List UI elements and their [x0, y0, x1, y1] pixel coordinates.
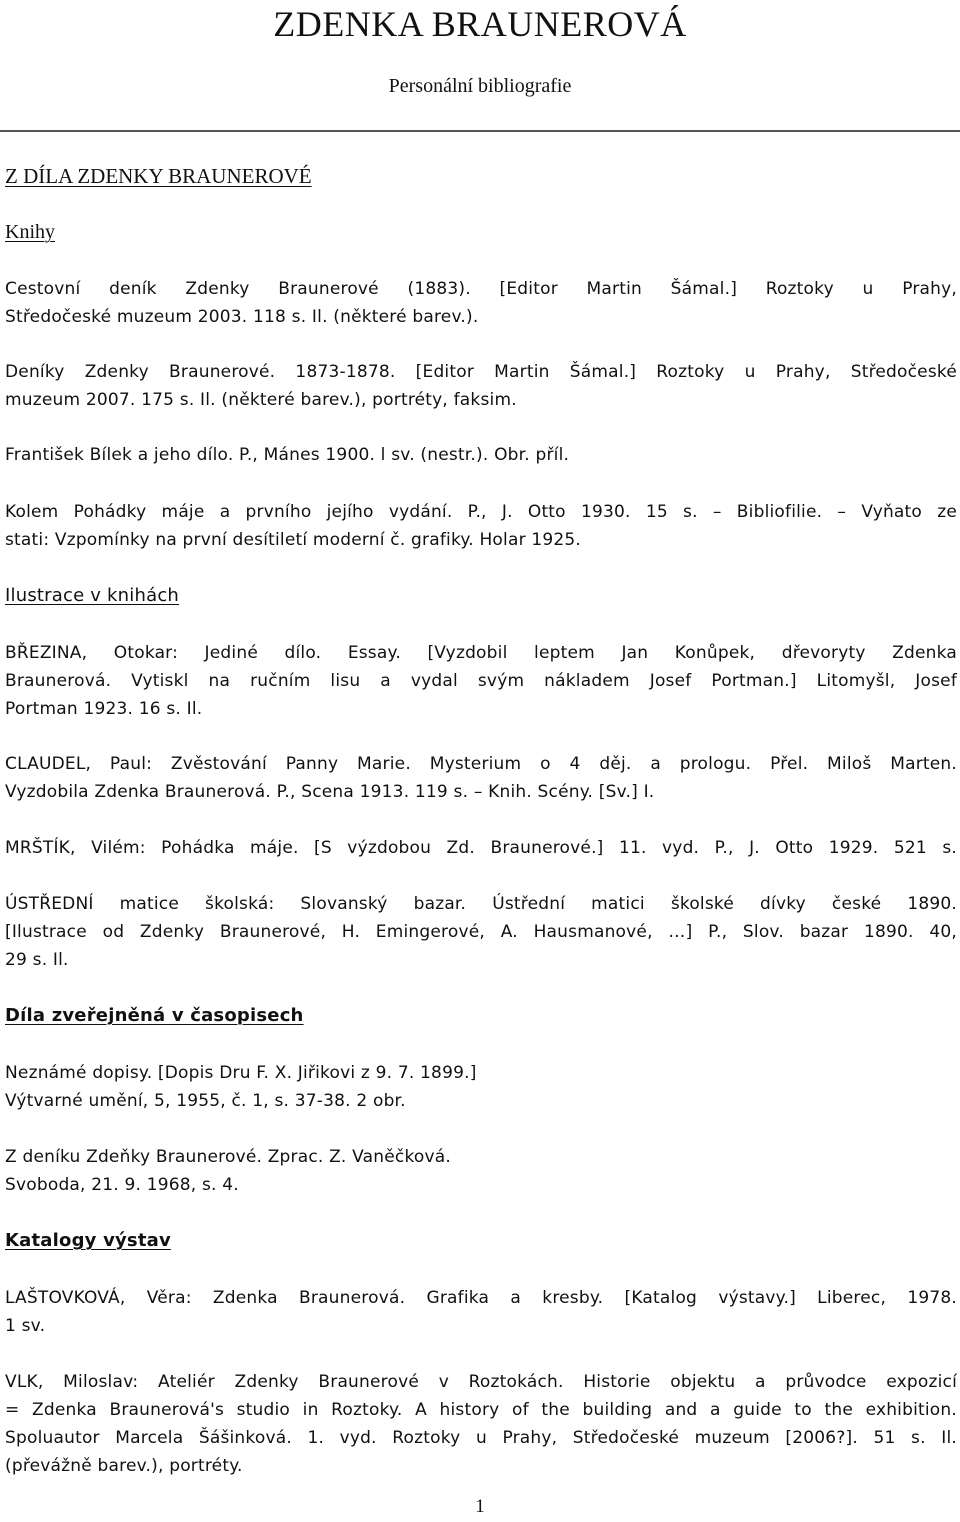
book-entry-3-line-1: František Bílek a jeho dílo. P., Mánes 1900. l sv. (nestr.). Obr. příl.: [5, 445, 570, 465]
periodical-entry-2-line-2: Svoboda, 21. 9. 1968, s. 4.: [5, 1175, 239, 1195]
page-number: 1: [475, 1496, 485, 1517]
illustration-entry-2-line-2: Vyzdobila Zdenka Braunerová. P., Scena 1913. 119 s. – Knih. Scény. [Sv.] I.: [5, 782, 655, 802]
book-entry-4-line-2: stati: Vzpomínky na první desítiletí moderní č. grafiky. Holar 1925.: [5, 530, 582, 550]
book-entry-1-line-2: Středočeské muzeum 2003. 118 s. Il. (některé barev.).: [5, 307, 479, 327]
catalog-entry-2-line-4: (převážně barev.), portréty.: [5, 1456, 243, 1476]
catalog-entry-2-line-2: = Zdenka Braunerová's studio in Roztoky. A history of the building and a guide to the exhibition.: [5, 1400, 957, 1420]
document-title: ZDENKA BRAUNEROVÁ: [273, 4, 687, 44]
illustration-entry-4-line-3: 29 s. Il.: [5, 950, 69, 970]
illustration-entry-1-line-3: Portman 1923. 16 s. Il.: [5, 699, 203, 719]
book-entry-4-line-1: Kolem Pohádky máje a prvního jejího vydání. P., J. Otto 1930. 15 s. – Bibliofilie. – Vyňato ze: [5, 502, 957, 522]
catalog-entry-1-line-1: LAŠTOVKOVÁ, Věra: Zdenka Braunerová. Grafika a kresby. [Katalog výstavy.] Liberec, 1978.: [5, 1288, 957, 1308]
catalog-entry-2-line-3: Spoluautor Marcela Šášinková. 1. vyd. Roztoky u Prahy, Středočeské muzeum [2006?]. 51 s. Il.: [5, 1428, 957, 1448]
books-heading: Knihy: [5, 221, 55, 243]
illustration-entry-1-line-1: BŘEZINA, Otokar: Jediné dílo. Essay. [Vyzdobil leptem Jan Konůpek, dřevoryty Zdenka: [5, 643, 957, 663]
periodical-entry-2-line-1: Z deníku Zdeňky Braunerové. Zprac. Z. Vaněčková.: [5, 1147, 451, 1167]
illustration-entry-4-line-1: ÚSTŘEDNÍ matice školská: Slovanský bazar. Ústřední matici školské dívky české 1890.: [5, 894, 957, 914]
main-section-heading: Z DÍLA ZDENKY BRAUNEROVÉ: [5, 164, 312, 188]
illustrations-heading: Ilustrace v knihách: [5, 585, 180, 606]
book-entry-2-line-1: Deníky Zdenky Braunerové. 1873-1878. [Editor Martin Šámal.] Roztoky u Prahy, Středočeské: [5, 362, 957, 382]
periodical-entry-1-line-2: Výtvarné umění, 5, 1955, č. 1, s. 37-38. 2 obr.: [5, 1091, 406, 1111]
book-entry-1-line-1: Cestovní deník Zdenky Braunerové (1883). [Editor Martin Šámal.] Roztoky u Prahy,: [5, 279, 957, 299]
periodicals-heading: Díla zveřejněná v časopisech: [5, 1005, 304, 1026]
document-subtitle: Personální bibliografie: [388, 75, 572, 97]
illustration-entry-4-line-2: [Ilustrace od Zdenky Braunerové, H. Emingerové, A. Hausmanové, …] P., Slov. bazar 1890. 40,: [5, 922, 957, 942]
illustration-entry-1-line-2: Braunerová. Vytiskl na ručním lisu a vydal svým nákladem Josef Portman.] Litomyšl, Josef: [5, 671, 957, 691]
header-divider: [0, 130, 960, 132]
book-entry-2-line-2: muzeum 2007. 175 s. Il. (některé barev.), portréty, faksim.: [5, 390, 517, 410]
illustration-entry-2-line-1: CLAUDEL, Paul: Zvěstování Panny Marie. Mysterium o 4 děj. a prologu. Přel. Miloš Marten.: [5, 754, 957, 774]
catalog-entry-2-line-1: VLK, Miloslav: Ateliér Zdenky Braunerové v Roztokách. Historie objektu a průvodce expozicí: [5, 1372, 957, 1392]
illustration-entry-3-line-1: MRŠTÍK, Vilém: Pohádka máje. [S výzdobou Zd. Braunerové.] 11. vyd. P., J. Otto 1929. 521 s.: [5, 838, 957, 858]
catalog-entry-1-line-2: 1 sv.: [5, 1316, 46, 1336]
periodical-entry-1-line-1: Neznámé dopisy. [Dopis Dru F. X. Jiřikovi z 9. 7. 1899.]: [5, 1063, 477, 1083]
catalogs-heading: Katalogy výstav: [5, 1230, 171, 1251]
